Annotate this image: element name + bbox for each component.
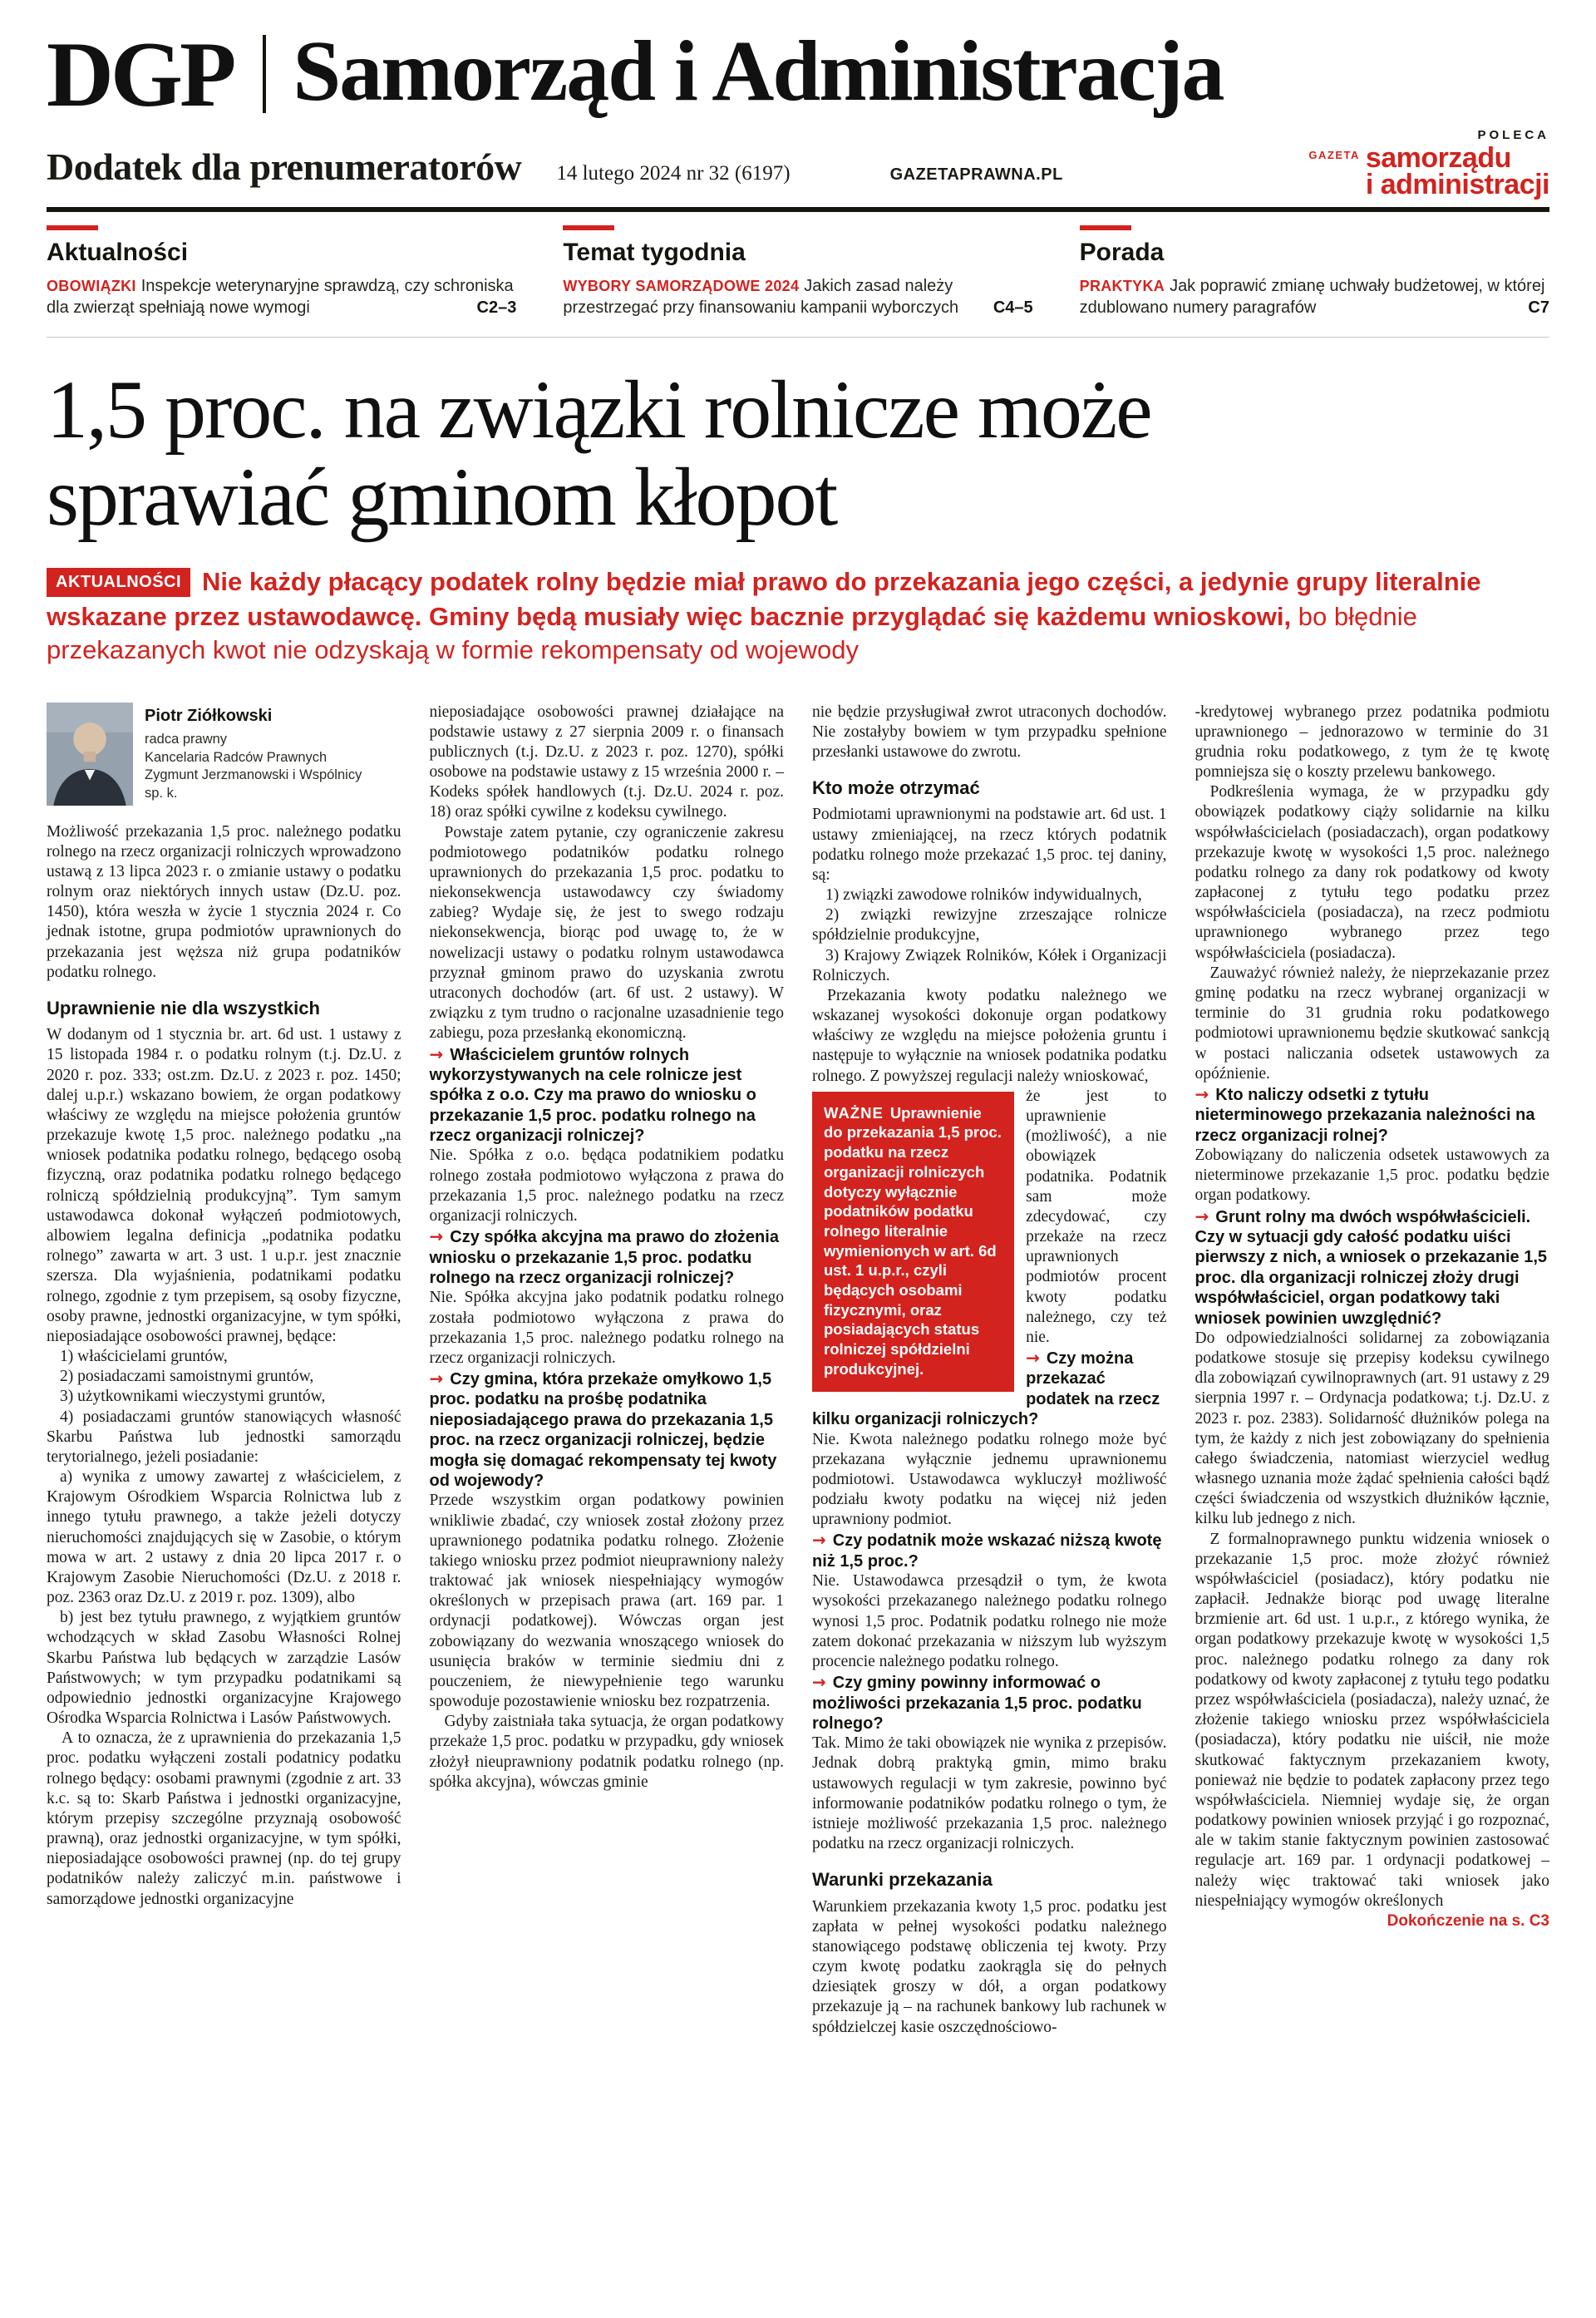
teaser-page-ref: C2–3 — [469, 297, 517, 318]
list-item: 3) użytkownikami wieczystymi gruntów, — [60, 1388, 326, 1406]
author-role-line: sp. k. — [145, 785, 178, 801]
answer: Tak. Mimo że taki obowiązek nie wynika z przepisów. Jednak dobrą praktyką gmin, mimo braku ustawowych regulacji w tym zakresie, powinno być informowanie podatników podatku rolnego o tym, że istnieje możliwość przekazania 1,5 proc. należnego podatku na rzecz organizacji rolniczych. — [812, 1734, 1167, 1853]
answer: Nie. Spółka z o.o. będąca podatnikiem podatku rolnego została podmiotowo wyłączona z prawa do przekazania 1,5 proc. należnego podatku na rzecz organizacji rolniczych. — [429, 1147, 784, 1225]
question — [1195, 1206, 1550, 1329]
teaser-summary: Inspekcje weterynaryjne sprawdzą, czy schroniska dla zwierząt spełniają nowe wymogi — [47, 277, 514, 317]
arrow-right-icon: → — [429, 1369, 444, 1389]
teaser-summary: Jak poprawić zmianę uchwały budżetowej, w której zdublowano numery paragrafów — [1079, 277, 1545, 317]
question-text: Czy gmina, która przekaże omyłkowo 1,5 proc. podatku na prośbę podatnika nieposiadającego prawa do przekazania 1,5 proc. na rzecz organizacji rolniczej, będzie mogła się domagać rekompensaty tej kwoty od wojewody? — [429, 1370, 777, 1490]
question — [1195, 1084, 1550, 1146]
author-meta — [145, 703, 362, 806]
paragraph: nie będzie przysługiwał zwrot utraconych dochodów. Nie zostałyby bowiem w tym przypadku spełnione przesłanki ustawowe do zwrotu. — [812, 703, 1167, 761]
wazne-text: Uprawnienie do przekazania 1,5 proc. podatku na rzecz organizacji rolniczych dotyczy wyłącznie podatników podatku rolnego literalnie wymienionych w art. 6d ust. 1 u.p.r., czyli będących osobami fizycznymi, oraz posiadających status rolniczej spółdzielni produkcyjnej. — [824, 1103, 1002, 1378]
author-byline — [47, 703, 401, 806]
gsia-logo-word-gazeta: GAZETA — [1308, 149, 1360, 162]
author-role-line: radca prawny — [145, 732, 228, 747]
list-item: 2) posiadaczami samoistnymi gruntów, — [60, 1368, 314, 1386]
arrow-right-icon: → — [812, 1672, 826, 1693]
answer: Nie. Ustawodawca przesądził o tym, że kwota wysokości przekazanego należnego podatku rolnego wynosi 1,5 proc. Podatnik podatku rolnego nie może zatem dokonać przekazania w niższym lub wyższym procencie należnego podatku rolnego. — [812, 1572, 1167, 1670]
paragraph: Powstaje zatem pytanie, czy ograniczenie zakresu podmiotowego podatników podatku rolnego uprawnionych do przekazania 1,5 proc. podatku to niekonsekwencja ustawodawcy czy świadomy zabieg? Wydaje się, że jest to swego rodzaju niekonsekwencja, biorąc pod uwagę to, że w nowelizacji ustawy o podatku rolnym ustawodawca przyznał gminom prawo do uzyskania zwrotu utraconych dochodów (art. 6f ust. 2 ustawy). W związku z tym trudno o racjonalne uzasadnienie tego zabiegu, poza przesłanką ekonomiczną. — [429, 823, 784, 1043]
section-teasers — [47, 212, 1549, 338]
section-subhead: Uprawnienie nie dla wszystkich — [47, 997, 320, 1018]
author-name: Piotr Ziółkowski — [145, 706, 273, 725]
section-subhead: Kto może otrzymać — [812, 777, 980, 799]
arrow-right-icon: → — [1026, 1348, 1040, 1369]
teaser-tag: WYBORY SAMORZĄDOWE 2024 — [563, 278, 800, 294]
list-item: a) wynika z umowy zawartej z właścicielem, z Krajowym Ośrodkiem Wsparcia Rolnictwa lub z innego tytułu prawnego, a także jeżeli dotyczy nieruchomości znajdujących się w Zasobie, o którym mowa w art. 2 ustawy z dnia 20 lipca 2017 r. o Krajowym Zasobie Nieruchomości (Dz.U. z 2018 r. poz. 2363 oraz Dz.U. z 2019 r. poz. 1309), albo — [47, 1468, 401, 1607]
article-columns — [47, 703, 1549, 2038]
arrow-right-icon: → — [429, 1043, 444, 1064]
lead-bold-text: Nie każdy płacący podatek rolny będzie miał prawo do przekazania jego części, a jedynie grupy literalnie wskazane przez ustawodawcę. Gminy będą musiały więc bacznie przyglądać się każdemu wnioskowi, — [47, 567, 1481, 631]
masthead-divider — [263, 35, 266, 113]
paragraph: -kredytowej wybranego przez podatnika podmiotu uprawnionego – jednorazowo w terminie do 31 grudnia roku podatkowego, z tym że tę kwotę pomniejsza się o koszty przelewu bankowego. — [1195, 703, 1549, 782]
article-column-2 — [430, 703, 785, 2038]
question-text: Właścicielem gruntów rolnych wykorzystywanych na cele rolnicze jest spółka z o.o. Czy ma prawo do wniosku o przekazanie 1,5 proc. podatku rolnego na rzecz organizacji rolniczej? — [429, 1045, 756, 1146]
article-column-4 — [1195, 703, 1550, 2038]
issue-date: 14 lutego 2024 nr 32 (6197) — [556, 162, 791, 185]
question-text: Czy spółka akcyjna ma prawo do złożenia wniosku o przekazanie 1,5 proc. podatku rolnego na rzecz organizacji rolniczej? — [429, 1228, 779, 1287]
wazne-label: WAŻNE — [824, 1103, 884, 1122]
continuation-note: Dokończenie na s. C3 — [1387, 1911, 1549, 1930]
site-url: GAZETAPRAWNA.PL — [889, 165, 1063, 184]
question-text: Czy można przekazać podatek na rzecz kilku organizacji rolniczych? — [812, 1349, 1160, 1429]
author-role-line: Zygmunt Jerzmanowski i Wspólnicy — [145, 767, 362, 783]
paragraph: nieposiadające osobowości prawnej działające na podstawie ustawy z 27 sierpnia 2009 r. o finansach publicznych (t.j. Dz.U. z 2023 r. poz. 1270), spółki osobowe na podstawie ustawy z 15 września 2000 r. – Kodeks spółek handlowych (t.j. Dz.U. 2024 r. poz. 18) oraz spółki cywilne z kodeksu cywilnego. — [429, 703, 784, 821]
section-badge: AKTUALNOŚCI — [47, 568, 190, 597]
gsia-logo — [1308, 142, 1549, 201]
wazne-box — [812, 1092, 1014, 1392]
paragraph: Zauważyć również należy, że nieprzekazanie przez gminę podatku na rzecz wybranej organizacji w terminie do 31 grudnia roku podatkowego podmiotowi uprawnionemu będzie skutkować sankcją w postaci naliczania odsetek ustawowych za opóźnienie. — [1195, 964, 1549, 1083]
answer: Przede wszystkim organ podatkowy powinien wnikliwie zbadać, czy wniosek został złożony przez uprawnionego podatnika podatku rolnego. Złożenie takiego wniosku przez podmiot nieuprawniony należy traktować jak wniosek niespełniający wymogów określonych w przepisach prawa (art. 169 par. 1 ordynacji podatkowej). Wówczas organ jest zobowiązany do wezwania wnoszącego wniosek do usunięcia braków w terminie siedmiu dni z pouczeniem, że niewypełnienie tego warunku spowoduje pozostawienie wniosku bez rozpatrzenia. — [429, 1492, 784, 1711]
gsia-logo-line1: samorządu — [1365, 142, 1511, 175]
paragraph: że jest to uprawnienie (możliwość), a nie obowiązek podatnika. Podatnik sam może zdecydować, czy przekaże na rzecz uprawnionych podmiotów procent kwoty podatku należnego, czy też nie. — [1026, 1087, 1167, 1346]
gsia-logo-line2: i administracji — [1365, 169, 1549, 201]
answer: Zobowiązany do naliczenia odsetek ustawowych za nieterminowe przekazanie 1,5 proc. podatku będzie organ podatkowy. — [1195, 1147, 1549, 1205]
list-item: 3) Krajowy Związek Rolników, Kółek i Organizacji Rolniczych. — [812, 946, 1167, 984]
teaser-aktualnosci — [47, 225, 516, 318]
arrow-right-icon: → — [429, 1226, 444, 1247]
paragraph: Warunkiem przekazania kwoty 1,5 proc. podatku jest zapłata w pełnej wysokości podatku należnego stanowiącego podstawę obliczenia tej kwoty. Przy czym kwotę podatku zaokrągla się do pełnych dziesiątek groszy w dół, a organ podatkowy przekazuje ją – na rachunek bankowy lub rachunek w spółdzielczej kasie oszczędnościowo- — [812, 1897, 1167, 2036]
paragraph: A to oznacza, że z uprawnienia do przekazania 1,5 proc. podatku wyłączeni zostali podatnicy podatku rolnego będący: osobami prawnymi (zgodnie z art. 33 k.c. są to: Skarb Państwa i jednostki organizacyjne, którym przepisy szczególne przyznają osobowość prawną), oraz jednostki organizacyjne, w tym spółki, nieposiadające osobowości prawnej (np. do tej grupy podatników należy zaliczyć m.in. państwowe i samorządowe jednostki organizacyjne — [47, 1729, 401, 1908]
paragraph: Przekazania kwoty podatku należnego we wskazanej wysokości dokonuje organ podatkowy właściwy ze względu na miejsce położenia gruntu i następuje to wyłącznie na wniosek podatnika podatku rolnego. Z powyższej regulacji należy wnioskować, — [812, 986, 1167, 1085]
author-photo — [47, 703, 133, 806]
arrow-right-icon: → — [1195, 1206, 1209, 1226]
question — [430, 1044, 785, 1147]
author-role-line: Kancelaria Radców Prawnych — [145, 749, 328, 765]
list-item: b) jest bez tytułu prawnego, z wyjątkiem gruntów wchodzących w skład Zasobu Własności Rolnej Skarbu Państwa lub będących w zarządzie Lasów Państwowych; w tym przypadku podatnikami są odpowiednio jednostki organizacyjne Krajowego Ośrodka Wsparcia Rolnictwa i Lasów Państwowych. — [47, 1609, 401, 1728]
list-item: 2) związki rewizyjne zrzeszające rolnicze spółdzielnie produkcyjne, — [812, 906, 1167, 944]
lead-regular-text: bo błędnie przekazanych kwot nie odzyskają w formie rekompensaty od wojewody — [47, 602, 1417, 665]
teaser-temat-tygodnia — [563, 225, 1032, 318]
paragraph: Z formalnoprawnego punktu widzenia wniosek o przekazanie 1,5 proc. może złożyć również współwłaściciel (posiadacz), który podatku nie zapłacił. Jednakże biorąc pod uwagę literalne brzmienie art. 6d ust. 1 u.p.r., z którego wynika, że organ podatkowy przekazuje kwotę w wysokości 1,5 proc. należnego podatku rolnego za dany rok podatkowy od kwoty zapłaconej z tytułu tego podatku przez współwłaściciela (posiadacza), należy uznać, że złożenie takiego wniosku przez współwłaściciela (posiadacza), który podatku nie uiścił, nie może skutkować faktycznym przekazaniem kwoty, ponieważ nie będzie to podatek zapłacony przez tego współwłaściciela. Niemniej wydaje się, że organ podatkowy powinien wniosek przyjąć i go rozpoznać, ale w takim stanie faktycznym powinien zastosować regulacje art. 169 par. 1 ordynacji podatkowej – należy więc traktować taki wniosek jako niespełniający wymogów określonych — [1195, 1530, 1549, 1910]
gsia-brand-block — [1308, 128, 1549, 199]
masthead — [47, 23, 1549, 212]
section-subhead: Warunki przekazania — [812, 1869, 993, 1891]
arrow-right-icon: → — [1195, 1083, 1209, 1104]
dgp-logo: DGP — [47, 23, 234, 126]
article-column-3 — [812, 703, 1167, 2038]
list-item: 1) właścicielami gruntów, — [60, 1348, 228, 1366]
question — [430, 1226, 785, 1288]
paragraph: Gdyby zaistniała taka sytuacja, że organ podatkowy przekaże 1,5 proc. podatku w przypadku, gdy wniosek złożył nieuprawniony podatnik podatku rolnego (np. spółka akcyjna), wówczas gminie — [429, 1713, 784, 1791]
article-column-1 — [47, 703, 401, 2038]
teaser-tag: OBOWIĄZKI — [47, 278, 136, 294]
question-text: Kto naliczy odsetki z tytułu nieterminowego przekazania należności na rzecz organizacji rolnej? — [1195, 1085, 1535, 1145]
list-item: 4) posiadaczami gruntów stanowiących własność Skarbu Państwa lub jednostki samorządu terytorialnego, jeżeli posiadanie: — [47, 1408, 401, 1466]
headline: 1,5 proc. na związki rolnicze może sprawiać gminom kłopot — [47, 363, 1151, 543]
teaser-section-title: Aktualności — [47, 239, 189, 266]
teaser-text — [47, 275, 516, 318]
list-item: 1) związki zawodowe rolników indywidualnych, — [825, 886, 1142, 905]
paragraph: Podmiotami uprawnionymi na podstawie art. 6d ust. 1 ustawy zmieniającej, na rzecz których podatnik podatku rolnego może przekazać 1,5 proc. tej daniny, są: — [812, 806, 1167, 884]
teaser-section-title: Temat tygodnia — [563, 239, 746, 266]
arrow-right-icon: → — [812, 1530, 826, 1551]
paragraph: W dodanym od 1 stycznia br. art. 6d ust. 1 ustawy z 15 listopada 1984 r. o podatku rolnym (t.j. Dz.U. z 2020 r. poz. 333; ost.zm. Dz.U. z 2023 r. poz. 1450; dalej u.p.r.) wskazano bowiem, że organ podatkowy właściwy ze względu na miejsce położenia gruntów przekazuje kwotę 1,5 proc. należnego podatku „na wniosek podatnika podatku rolnego, będącego osobą fizyczną, oraz podatnika podatku rolnego będącego rolniczą spółdzielnią produkcyjną”. Tym samym ustawodawca dokonał wyłączeń podmiotowych, albowiem legalna definicja „podatnika podatku rolnego” zawarta w art. 3 ust. 1 u.p.r. jest znacznie szersza. Dla wyjaśnienia, podatnikami podatku rolnego, zgodnie z tym przepisem, są osoby fizyczne, osoby prawne, jednostki organizacyjne, w tym spółki, nieposiadające osobowości prawnej, będące: — [47, 1026, 401, 1345]
gsia-logo-lines — [1365, 142, 1549, 201]
question — [812, 1530, 1167, 1571]
supplement-title: Samorząd i Administracja — [293, 23, 1224, 119]
question-text: Czy gminy powinny informować o możliwości przekazania 1,5 proc. podatku rolnego? — [812, 1674, 1142, 1733]
teaser-summary: Jakich zasad należy przestrzegać przy finansowaniu kampanii wyborczych — [563, 277, 959, 317]
question-text: Grunt rolny ma dwóch współwłaścicieli. Czy w sytuacji gdy całość podatku uiści pierwszy z nich, a wniosek o przekazanie 1,5 proc. dla organizacji rolniczej złoży drugi współwłaściciel, organ podatkowy taki wniosek powinien uwzględnić? — [1195, 1207, 1547, 1328]
masthead-info-row — [47, 128, 1549, 212]
teaser-section-title: Porada — [1079, 239, 1165, 266]
question — [430, 1369, 785, 1491]
teaser-porada — [1080, 225, 1549, 318]
subscriber-label: Dodatek dla prenumeratorów — [47, 145, 522, 188]
answer: Do odpowiedzialności solidarnej za zobowiązania podatkowe stosuje się przepisy kodeksu cywilnego dla zobowiązań cywilnoprawnych (art. 91 ustawy z 29 sierpnia 1997 r. – Ordynacja podatkowa; t.j. Dz.U. z 2023 r. poz. 2383). Solidarność dłużników polega na tym, że każdy z nich jest zobowiązany do spełnienia całego świadczenia, natomiast wierzyciel według własnego uznania może żądać spełnienia całości bądź części świadczenia od wszystkich dłużników łącznie, kilku lub jednego z nich. — [1195, 1329, 1549, 1528]
author-photo-image — [47, 703, 133, 806]
poleca-label: POLECA — [1477, 128, 1549, 143]
answer: Nie. Spółka akcyjna jako podatnik podatku rolnego została podmiotowo wyłączona z prawa do przekazania 1,5 proc. należnego podatku rolnego na rzecz organizacji rolniczych. — [429, 1289, 784, 1367]
question — [812, 1672, 1167, 1734]
teaser-page-ref: C7 — [1520, 297, 1549, 318]
teaser-tag: PRAKTYKA — [1079, 278, 1165, 294]
paragraph: Możliwość przekazania 1,5 proc. należnego podatku rolnego na rzecz organizacji rolniczych wprowadzono ustawą z 13 lipca 2023 r. o zmianie ustawy o podatku rolnym oraz niektórych innych ustaw (Dz.U. poz. 1450), która weszła w życie 1 stycznia 2024 r. Co jednak istotne, grupa podmiotów uprawnionych do przekazania jest węższa niż grupa podatników podatku rolnego. — [47, 822, 401, 981]
teaser-page-ref: C4–5 — [985, 297, 1033, 318]
teaser-text — [1080, 275, 1549, 318]
lead-paragraph — [47, 565, 1549, 668]
answer: Nie. Kwota należnego podatku rolnego może być przekazana wyłącznie jednemu uprawnionemu podmiotowi. Ustawodawca wykluczył możliwość podziału kwoty podatku na więcej niż jeden uprawniony podmiot. — [812, 1430, 1167, 1529]
question-text: Czy podatnik może wskazać niższą kwotę niż 1,5 proc.? — [812, 1531, 1162, 1571]
masthead-title-row — [47, 23, 1549, 126]
paragraph: Podkreślenia wymaga, że w przypadku gdy obowiązek podatkowy ciąży solidarnie na kilku współwłaścicielach (posiadaczach), organ podatkowy przekazuje kwotę w wysokości 1,5 proc. należnego podatku rolnego za dany rok podatkowy od kwoty zapłaconej z tytułu tego podatku przez współwłaściciela (posiadacza), na rzecz podmiotu uprawnionego wybranego przez tego współwłaściciela (posiadacza). — [1195, 783, 1549, 962]
teaser-text — [563, 275, 1032, 318]
